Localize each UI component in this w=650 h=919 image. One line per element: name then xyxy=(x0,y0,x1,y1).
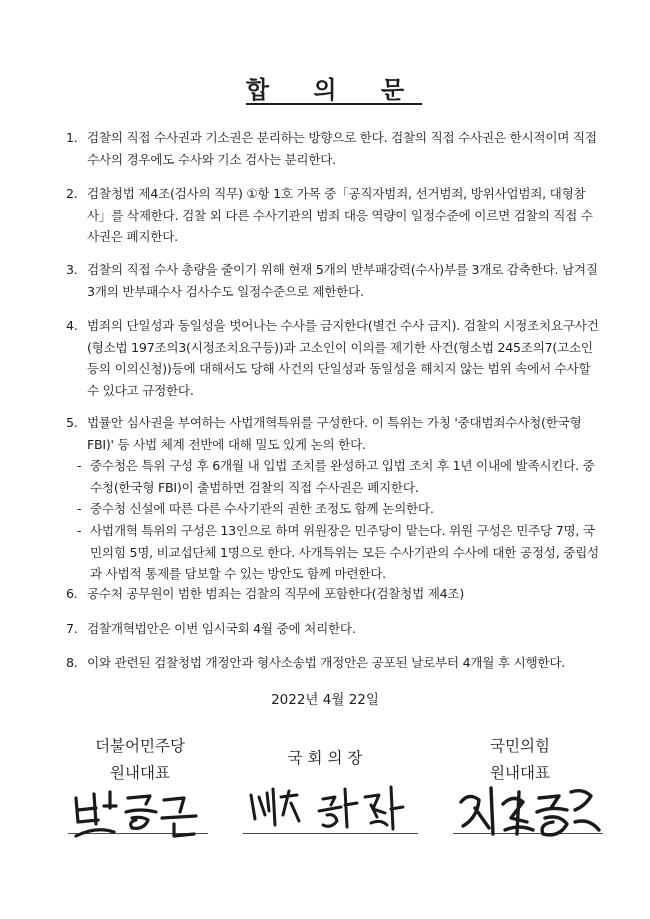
sub-item-text: 중수청 신설에 따른 다른 수사기관의 권한 조정도 함께 논의한다. xyxy=(90,501,434,517)
item-number: 4. xyxy=(66,318,78,333)
document-title-text: 합 의 문 xyxy=(245,76,423,104)
signatory-org: 더불어민주당 xyxy=(95,737,185,755)
item-text: 검찰청법 제4조(검사의 직무) ①항 1호 가목 중「공직자범죄, 선거범죄, 방위사업범죄, 대형참사」를 삭제한다. 검찰 외 다른 수사기관의 범죄 대응 역량이 일정수준에 이르면 검찰의 직접 수사권은 폐지한다. xyxy=(87,186,593,245)
signatory-org: 국 회 의 장 xyxy=(287,749,363,767)
sub-item xyxy=(77,498,600,520)
item-number: 3. xyxy=(66,262,78,277)
document-date: 2022년 4월 22일 xyxy=(271,692,379,708)
item-number: 2. xyxy=(66,186,78,201)
agreement-item-3 xyxy=(66,259,600,302)
agreement-item-8 xyxy=(66,652,600,674)
agreement-item-5 xyxy=(66,412,600,585)
sub-item-text: 중수청은 특위 구성 후 6개월 내 입법 조치를 완성하고 입법 조치 후 1년 이내에 발족시킨다. 중수청(한국형 FBI)이 출범하면 검찰의 직접 수사권은 폐지한다. xyxy=(90,458,595,495)
agreement-item-6 xyxy=(66,583,600,605)
item-text: 검찰의 직접 수사 총량을 줄이기 위해 현재 5개의 반부패강력(수사)부를 3개로 감축한다. 남겨질 3개의 반부패수사 검사수도 일정수준으로 제한한다. xyxy=(87,262,598,299)
handwritten-signature-3 xyxy=(455,778,605,850)
agreement-item-4 xyxy=(66,315,600,401)
dash-bullet: - xyxy=(77,522,82,538)
item-text: 이와 관련된 검찰청법 개정안과 형사소송법 개정안은 공포된 날로부터 4개월 후 시행한다. xyxy=(87,655,566,670)
item-text: 검찰의 직접 수사권과 기소권은 분리하는 방향으로 한다. 검찰의 직접 수사권은 한시적이며 직접 수사의 경우에도 수사와 기소 검사는 분리한다. xyxy=(87,130,597,167)
signatory-speaker xyxy=(255,745,395,772)
item-number: 5. xyxy=(66,415,78,430)
signatory-role: 원내대표 xyxy=(490,764,550,782)
dash-bullet: - xyxy=(77,501,82,517)
handwritten-signature-1 xyxy=(70,778,210,848)
agreement-item-2 xyxy=(66,183,600,248)
item-text: 공수처 공무원이 범한 범죄는 검찰의 직무에 포함한다(검찰청법 제4조) xyxy=(87,586,464,601)
item-text: 법률안 심사권을 부여하는 사법개혁특위를 구성한다. 이 특위는 가칭 '중대범죄수사청(한국형 FBI)' 등 사법 체계 전반에 대해 밀도 있게 논의 한다. xyxy=(87,415,582,452)
signatory-role: 원내대표 xyxy=(110,764,170,782)
item-number: 1. xyxy=(66,130,78,145)
signatory-org: 국민의힘 xyxy=(490,737,550,755)
agreement-item-7 xyxy=(66,618,600,640)
agreement-item-1 xyxy=(66,127,600,170)
sub-item xyxy=(77,455,600,498)
item-text: 범죄의 단일성과 동일성을 벗어나는 수사를 금지한다(별건 수사 금지). 검찰의 시정조치요구사건(형소법 197조의3(시정조치요구등))과 고소인이 이의를 제기한 사건(형소법 245조의7(고소인등의 이의신청))등에 대해서도 당해 사건의 단일성과 동일성을 해치지 않는 범위 속에서 수사할 수 있다고 규정한다. xyxy=(87,318,599,398)
sub-item xyxy=(77,520,600,585)
document-title xyxy=(0,70,650,105)
dash-bullet: - xyxy=(77,458,82,474)
handwritten-signature-2 xyxy=(245,775,415,845)
item-number: 7. xyxy=(66,621,78,636)
item-number: 6. xyxy=(66,586,78,601)
sub-item-text: 사법개혁 특위의 구성은 13인으로 하며 위원장은 민주당이 맡는다. 위원 구성은 민주당 7명, 국민의힘 5명, 비교섭단체 1명으로 한다. 사개특위는 모든 수사기관의 수사에 대한 공정성, 중립성과 사법적 통제를 담보할 수 있는 방안도 함께 마련한다. xyxy=(90,522,599,582)
item-number: 8. xyxy=(66,655,78,670)
item-text: 검찰개혁법안은 이번 임시국회 4월 중에 처리한다. xyxy=(87,621,356,636)
